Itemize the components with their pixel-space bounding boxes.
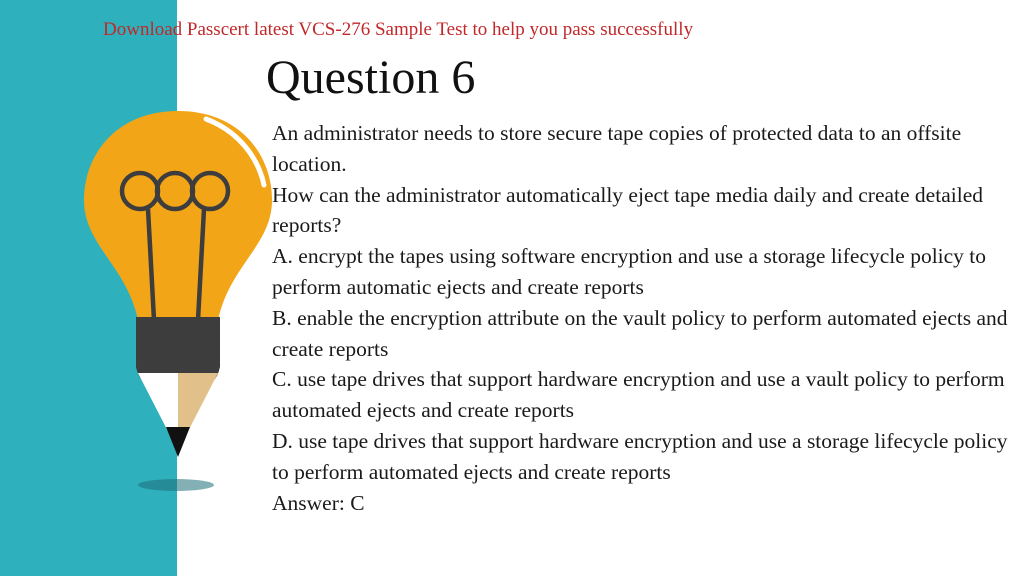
option-a: A. encrypt the tapes using software encryption and use a storage lifecycle policy to perform automatic ejects and create reports	[272, 244, 987, 299]
banner-text: Download Passcert latest VCS-276 Sample Test to help you pass successfully	[103, 19, 694, 40]
option-c: C. use tape drives that support hardware encryption and use a vault policy to perform automated ejects and create reports	[272, 367, 1005, 423]
option-b: B. enable the encryption attribute on the vault policy to perform automated ejects and create reports	[272, 305, 1008, 361]
lightbulb-pencil-icon	[78, 105, 278, 505]
answer-text: Answer: C	[272, 490, 365, 515]
question-stem-2: How can the administrator automatically eject tape media daily and create detailed reports?	[272, 182, 983, 238]
shadow	[138, 479, 214, 491]
option-d: D. use tape drives that support hardware encryption and use a storage lifecycle policy to perform automated ejects and create reports	[272, 428, 1008, 484]
question-stem-1: An administrator needs to store secure tape copies of protected data to an offsite location.	[272, 121, 962, 176]
question-title: Question 6	[266, 51, 476, 104]
pencil-tip	[166, 427, 190, 457]
question-body	[272, 118, 1012, 518]
